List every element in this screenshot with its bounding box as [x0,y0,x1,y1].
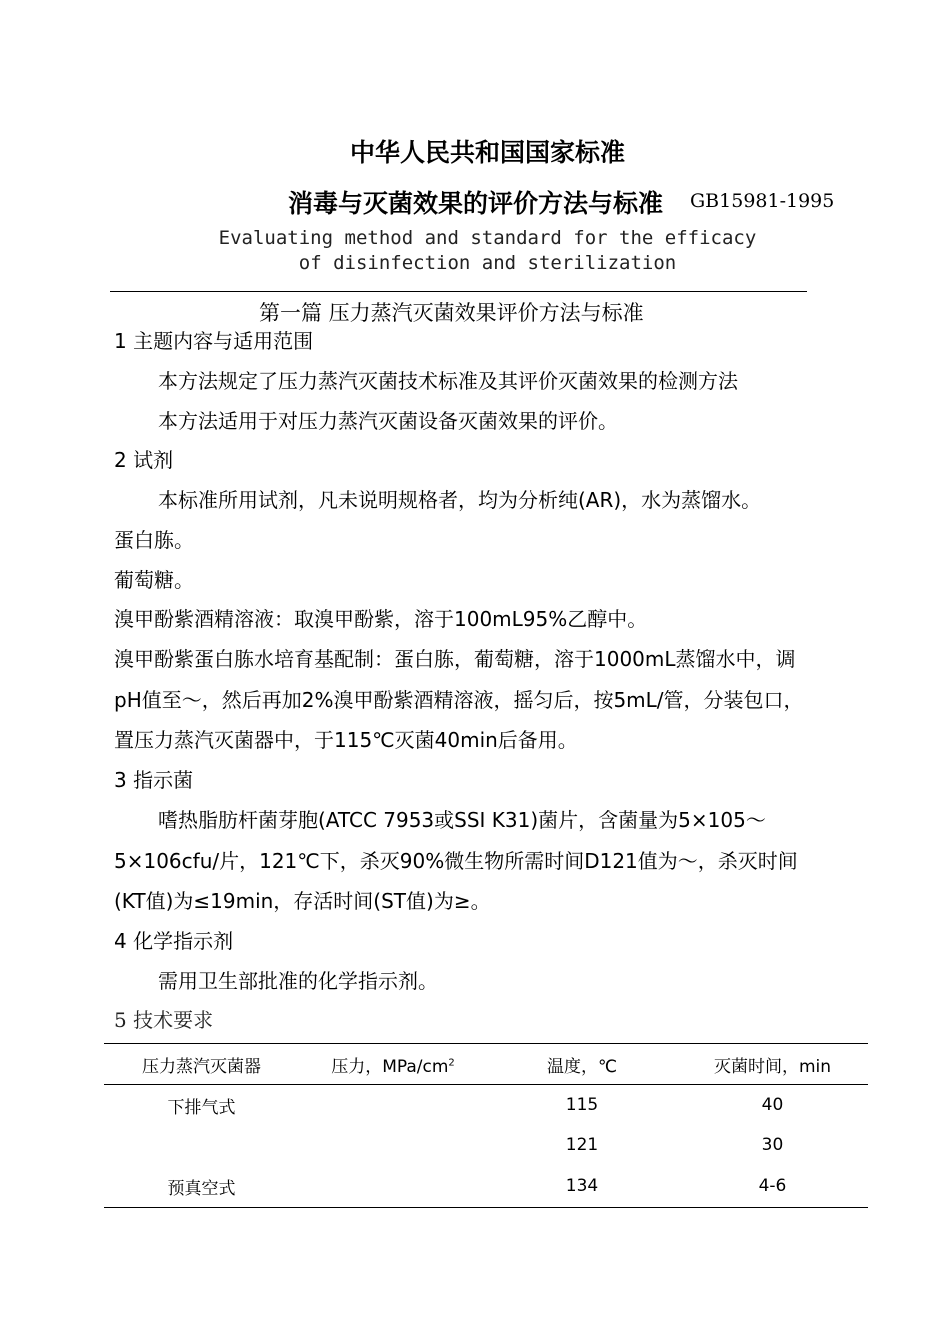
document-title: 中华人民共和国国家标准 [349,138,625,167]
cell-pressure [299,1085,487,1126]
cell-device [104,1125,299,1165]
cell-temperature: 134 [487,1165,677,1208]
part-title: 第一篇 压力蒸汽灭菌效果评价方法与标准 [259,301,644,325]
header-pressure: 压力，MPa/$cm^2$ [299,1044,487,1085]
table-row [104,1085,868,1126]
cell-time: 40 [761,1095,784,1115]
cell-temperature: 115 [565,1095,599,1115]
section-3-heading: 3 指示菌 [114,768,194,792]
section-1-paragraph-1: 本方法规定了压力蒸汽灭菌技术标准及其评价灭菌效果的检测方法 [158,369,738,393]
indicator-line-1: 嗜热脂肪杆菌芽胞(ATCC 7953或SSI K31)菌片，含菌量为5×105～ [158,808,766,832]
indicator-line-3: (KT值)为≤19min，存活时间(ST值)为≥。 [114,889,491,913]
section-2-paragraph-1: 本标准所用试剂，凡未说明规格者，均为分析纯(AR)，水为蒸馏水。 [158,488,762,512]
english-title-line-2: of disinfection and sterilization [298,252,677,274]
cell-device: 预真空式 [104,1165,299,1208]
english-title-line-1: Evaluating method and standard for the efficacy [218,227,757,249]
cell-time: 30 [761,1135,784,1155]
title-divider [110,291,807,292]
cell-temperature: 121 [565,1135,599,1155]
header-sterilization-time: 灭菌时间，min [677,1044,868,1085]
section-1-heading: 1 主题内容与适用范围 [114,329,314,353]
reagent-medium-line-1: 溴甲酚紫蛋白胨水培育基配制：蛋白胨，葡萄糖，溶于1000mL蒸馏水中，调 [114,647,796,671]
table-row [104,1125,868,1165]
section-4-heading: 4 化学指示剂 [114,929,234,953]
cell-pressure [299,1125,487,1165]
table-row [104,1165,868,1208]
technical-requirements-table [104,1043,868,1208]
reagent-medium-line-2: pH值至～，然后再加2%溴甲酚紫酒精溶液，摇匀后，按5mL/管，分装包口， [114,688,804,712]
header-temperature: 温度，℃ [487,1044,677,1085]
header-device: 压力蒸汽灭菌器 [104,1044,299,1085]
indicator-line-2: 5×106cfu/片，121℃下，杀灭90%微生物所需时间D121值为～，杀灭时间 [114,849,798,873]
cell-device: 下排气式 [167,1097,236,1118]
section-2-heading: 2 试剂 [114,448,174,472]
table-header-row [104,1044,868,1085]
reagent-peptone: 蛋白胨。 [114,528,194,552]
section-5-heading: 5 技术要求 [114,1008,214,1032]
reagent-glucose: 葡萄糖。 [114,568,194,592]
reagent-bcp-solution: 溴甲酚紫酒精溶液：取溴甲酚紫，溶于100mL95%乙醇中。 [114,607,648,631]
section-4-paragraph-1: 需用卫生部批准的化学指示剂。 [158,969,438,993]
standard-code: GB15981-1995 [690,190,835,212]
section-1-paragraph-2: 本方法适用于对压力蒸汽灭菌设备灭菌效果的评价。 [158,409,618,433]
document-subtitle: 消毒与灭菌效果的评价方法与标准 [288,189,664,218]
cell-time: 4-6 [677,1165,868,1208]
cell-pressure [299,1165,487,1208]
reagent-medium-line-3: 置压力蒸汽灭菌器中，于115℃灭菌40min后备用。 [114,728,578,752]
